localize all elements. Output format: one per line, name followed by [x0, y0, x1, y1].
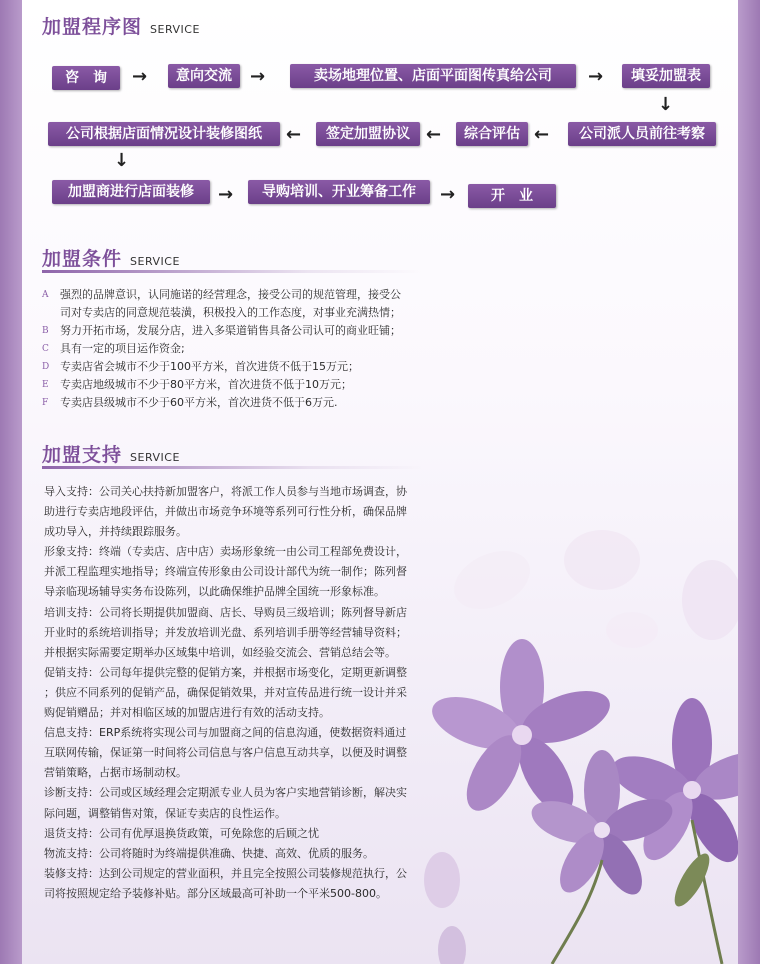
petal-shape [682, 560, 738, 640]
arrow-right-icon: → [440, 184, 456, 205]
arrow-left-icon: ← [426, 124, 442, 145]
support-line: 培训支持：公司将长期提供加盟商、店长、导购员三级培训；陈列督导新店 [44, 605, 407, 619]
support-section-title [42, 440, 180, 467]
item-letter: E [42, 380, 49, 390]
support-line: 诊断支持：公司或区域经理会定期派专业人员为客户实地营销诊断，解决实 [44, 786, 407, 800]
step-fill-form: 填妥加盟表 [622, 64, 710, 88]
support-line: 并派工程监理实地指导；终端宣传形象由公司设计部代为统一制作；陈列督 [44, 565, 407, 579]
item-letter: C [42, 344, 49, 354]
step-sign-agreement: 签定加盟协议 [316, 122, 420, 146]
flow-section-title [42, 12, 200, 39]
arrow-right-icon: → [250, 66, 266, 87]
step-opening: 开 业 [468, 184, 556, 208]
arrow-right-icon: → [132, 66, 148, 87]
support-line: 营销策略，占据市场制动权。 [44, 766, 187, 780]
flower-decoration [402, 520, 738, 964]
item-text: 司对专卖店的同意规范装潢，积极投入的工作态度，对事业充满热情； [60, 306, 401, 319]
item-text: 强烈的品牌意识，认同施诺的经营理念，接受公司的规范管理，接受公 [60, 288, 401, 301]
conditions-divider [42, 270, 422, 273]
item-letter [42, 304, 60, 322]
arrow-left-icon: ← [286, 124, 302, 145]
list-item [42, 304, 462, 322]
support-line: 际问题，调整销售对策，保证专卖店的良性运作。 [44, 806, 286, 820]
support-line: 互联网传输，保证第一时间将公司信息与客户信息互动共享，以便及时调整 [44, 746, 407, 760]
item-text: 具有一定的项目运作资金; [60, 342, 185, 355]
step-fax-plan: 卖场地理位置、店面平面图传真给公司 [290, 64, 576, 88]
support-title-en: SERVICE [130, 451, 180, 464]
support-line: 导亲临现场辅导实务布设陈列，以此确保维护品牌全国统一形象标准。 [44, 585, 385, 599]
leaf-shape [438, 926, 466, 964]
item-text: 努力开拓市场，发展分店，进入多渠道销售具备公司认可的商业旺铺； [60, 324, 401, 337]
flow-title-en: SERVICE [150, 23, 200, 36]
step-consult: 咨 询 [52, 66, 120, 90]
step-intent: 意向交流 [168, 64, 240, 88]
support-body [44, 482, 444, 904]
support-line: 形象支持：终端（专卖店、店中店）卖场形象统一由公司工程部免费设计， [44, 545, 407, 559]
item-letter: A [42, 290, 49, 300]
conditions-section-title [42, 244, 180, 271]
item-text: 专卖店县级城市不少于60平方米，首次进货不低于6万元. [60, 396, 338, 409]
conditions-title-en: SERVICE [130, 255, 180, 268]
step-evaluation: 综合评估 [456, 122, 528, 146]
arrow-down-icon: ↓ [114, 150, 130, 171]
support-line: 助进行专卖店地段评估，并做出市场竞争环境等系列可行性分析，确保品牌 [44, 505, 407, 519]
support-line: 装修支持：达到公司规定的营业面积，并且完全按照公司装修规范执行，公 [44, 866, 407, 880]
list-item [42, 376, 462, 394]
support-line: 并根据实际需要定期举办区域集中培训，如经验交流会、营销总结会等。 [44, 645, 396, 659]
step-design-drawing: 公司根据店面情况设计装修图纸 [48, 122, 280, 146]
item-letter: F [42, 398, 49, 408]
list-item [42, 358, 462, 376]
support-line: 物流支持：公司将随时为终端提供准确、快捷、高效、优质的服务。 [44, 846, 374, 860]
item-text: 专卖店地级城市不少于80平方米，首次进货不低于10万元； [60, 378, 352, 391]
support-line: 开业时的系统培训指导；并发放培训光盘、系列培训手册等经营辅导资料； [44, 625, 407, 639]
conditions-title: 加盟条件 [42, 248, 123, 270]
support-line: 促销支持：公司每年提供完整的促销方案，并根据市场变化，定期更新调整 [44, 665, 407, 679]
left-border-band [0, 0, 22, 964]
support-line: 购促销赠品；并对相临区域的加盟店进行有效的活动支持。 [44, 706, 330, 720]
right-border-band [738, 0, 760, 964]
step-inspection: 公司派人员前往考察 [568, 122, 716, 146]
list-item [42, 394, 462, 412]
petal-shape [445, 540, 539, 621]
support-line: 成功导入，并持续跟踪服务。 [44, 525, 187, 539]
item-letter: B [42, 326, 49, 336]
list-item [42, 286, 462, 304]
flow-title: 加盟程序图 [42, 16, 143, 38]
arrow-right-icon: → [218, 184, 234, 205]
arrow-right-icon: → [588, 66, 604, 87]
step-training-prep: 导购培训、开业筹备工作 [248, 180, 430, 204]
support-title: 加盟支持 [42, 444, 123, 466]
arrow-left-icon: ← [534, 124, 550, 145]
flower-right [606, 698, 738, 870]
support-line: 司将按照规定给予装修补贴。部分区域最高可补助一个平米500-800。 [44, 886, 387, 900]
support-divider [42, 466, 422, 469]
support-line: 信息支持：ERP系统将实现公司与加盟商之间的信息沟通，使数据资料通过 [44, 726, 407, 740]
list-item [42, 322, 462, 340]
support-line: 退货支持：公司有优厚退换货政策，可免除您的后顾之忧 [44, 826, 319, 840]
conditions-list [42, 286, 462, 412]
support-line: ；供应不同系列的促销产品，确保促销效果，并对宣传品进行统一设计并采 [44, 685, 407, 699]
support-line: 导入支持：公司关心扶持新加盟客户，将派工作人员参与当地市场调查，协 [44, 485, 407, 498]
item-text: 专卖店省会城市不少于100平方米，首次进货不低于15万元； [60, 360, 359, 373]
page-content [22, 0, 738, 964]
step-renovation: 加盟商进行店面装修 [52, 180, 210, 204]
arrow-down-icon: ↓ [658, 94, 674, 115]
list-item [42, 340, 462, 358]
petal-shape [606, 612, 658, 648]
petal-shape [564, 530, 640, 590]
item-letter: D [42, 362, 50, 372]
